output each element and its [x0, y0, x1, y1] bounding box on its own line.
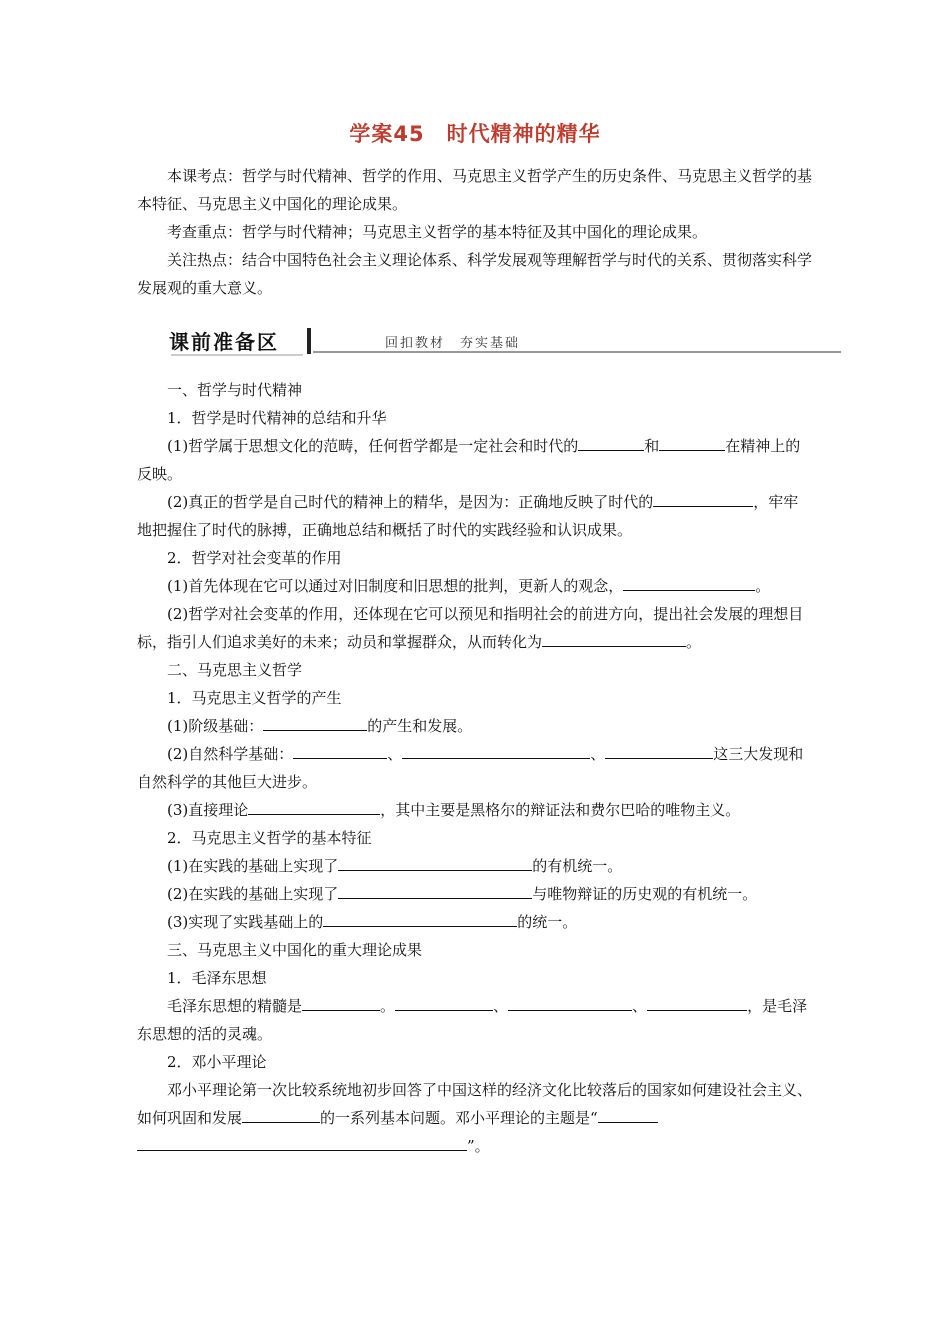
paragraph-2-2-3: [137, 908, 813, 936]
subheading-3-1: 1．毛泽东思想: [167, 969, 267, 987]
intro-zhongdian: 考查重点：哲学与时代精神；马克思主义哲学的基本特征及其中国化的理论成果。: [167, 223, 708, 241]
fill-blank[interactable]: [395, 993, 493, 1011]
paragraph-1-2-1: [137, 572, 813, 600]
fill-blank[interactable]: [248, 797, 380, 815]
section-heading-3: 三、马克思主义中国化的重大理论成果: [167, 941, 423, 959]
text: (1)首先体现在它可以通过对旧制度和旧思想的批判，更新人的观念，: [167, 577, 624, 595]
text: (3)直接理论: [167, 801, 249, 819]
text: (2)哲学对社会变革的作用，还体现在它可以预见和指明社会的前进方向，提出社会发展的理想目标，指引人们追求美好的未来；动员和掌握群众，从而转化为: [137, 605, 804, 651]
text: (1)在实践的基础上实现了: [167, 857, 339, 875]
fill-blank[interactable]: [623, 573, 747, 591]
text: 的有机统一。: [532, 857, 623, 875]
text: 和: [644, 437, 660, 455]
fill-blank[interactable]: [598, 1105, 658, 1123]
text: 的一系列基本问题。邓小平理论的主题是“: [320, 1109, 598, 1127]
text: 的统一。: [517, 913, 578, 931]
document-page: [137, 118, 813, 1160]
fill-blank[interactable]: [263, 713, 367, 731]
fill-blank[interactable]: [605, 741, 713, 759]
banner-title: 课前准备区: [169, 330, 279, 354]
text: 、: [632, 997, 648, 1015]
text: (2)真正的哲学是自己时代的精神上的精华，是因为：正确地反映了时代的: [167, 493, 654, 511]
text: 、: [493, 997, 509, 1015]
text: 。: [380, 997, 396, 1015]
subheading-1-1: 1．哲学是时代精神的总结和升华: [167, 409, 387, 427]
text: (1)哲学属于思想文化的范畴，任何哲学都是一定社会和时代的: [167, 437, 579, 455]
fill-blank[interactable]: [653, 489, 745, 507]
paragraph-2-1-3: [137, 796, 813, 824]
text: (2)在实践的基础上实现了: [167, 885, 339, 903]
text: 这三大发现和自然科学的其他巨大进步。: [137, 745, 804, 791]
text: 、: [387, 745, 403, 763]
paragraph-1-1-2: [137, 488, 813, 544]
banner-rule: [313, 351, 841, 353]
text: 。: [686, 633, 702, 651]
text: 毛泽东思想的精髓是: [167, 997, 303, 1015]
section-heading-2: 二、马克思主义哲学: [167, 661, 303, 679]
paragraph-1-1-1: [137, 432, 813, 488]
fill-blank[interactable]: [242, 1105, 320, 1123]
fill-blank[interactable]: [137, 1133, 467, 1151]
fill-blank[interactable]: [647, 993, 747, 1011]
text: 邓小平理论第一次比较系统地初步回答了中国这样的经济文化比较落后的国家如何建设社会主义、如何巩固和发展: [137, 1081, 813, 1127]
fill-blank[interactable]: [338, 853, 532, 871]
subheading-2-2: 2．马克思主义哲学的基本特征: [167, 829, 372, 847]
paragraph-2-1-2: [137, 740, 813, 796]
subheading-3-2: 2．邓小平理论: [167, 1053, 267, 1071]
intro-kaodian: 本课考点：哲学与时代精神、哲学的作用、马克思主义哲学产生的历史条件、马克思主义哲学的基本特征、马克思主义中国化的理论成果。: [137, 167, 813, 213]
fill-blank[interactable]: [542, 629, 672, 647]
text: 、: [590, 745, 606, 763]
fill-blank[interactable]: [293, 741, 387, 759]
text: ”。: [467, 1137, 490, 1155]
text: ，其中主要是黑格尔的辩证法和费尔巴哈的唯物主义。: [380, 801, 741, 819]
text: (1)阶级基础：: [167, 717, 264, 735]
paragraph-3-1-1: [137, 992, 813, 1048]
text: 在精神上的反映。: [137, 437, 801, 483]
text: (2)自然科学基础：: [167, 745, 294, 763]
section-heading-1: 一、哲学与时代精神: [167, 381, 303, 399]
subheading-2-1: 1．马克思主义哲学的产生: [167, 689, 342, 707]
subheading-1-2: 2．哲学对社会变革的作用: [167, 549, 342, 567]
fill-blank[interactable]: [402, 741, 590, 759]
text: 。: [755, 577, 771, 595]
fill-blank[interactable]: [508, 993, 632, 1011]
fill-blank[interactable]: [578, 433, 644, 451]
intro-redian: 关注热点：结合中国特色社会主义理论体系、科学发展观等理解哲学与时代的关系、贯彻落实科学发展观的重大意义。: [137, 251, 813, 297]
paragraph-2-2-1: [137, 852, 813, 880]
fill-blank[interactable]: [302, 993, 380, 1011]
banner-underline: [171, 354, 303, 356]
fill-blank[interactable]: [659, 433, 725, 451]
banner-subtitle: 回扣教材 夯实基础: [385, 336, 521, 351]
text: 与唯物辩证的历史观的有机统一。: [532, 885, 758, 903]
text: ，牢牢地把握住了时代的脉搏，正确地总结和概括了时代的实践经验和认识成果。: [137, 493, 799, 539]
text: 的产生和发展。: [367, 717, 473, 735]
paragraph-1-2-2: [137, 600, 813, 656]
paragraph-3-2-1: [137, 1076, 813, 1160]
section-banner: [137, 324, 813, 362]
text: ，是毛泽东思想的活的灵魂。: [137, 997, 808, 1043]
text: (3)实现了实践基础上的: [167, 913, 324, 931]
paragraph-2-1-1: [137, 712, 813, 740]
fill-blank[interactable]: [323, 909, 517, 927]
paragraph-2-2-2: [137, 880, 813, 908]
banner-divider: [307, 328, 311, 354]
fill-blank[interactable]: [338, 881, 532, 899]
page-title: 学案45 时代精神的精华: [349, 122, 601, 146]
fill-blank[interactable]: [672, 629, 686, 647]
